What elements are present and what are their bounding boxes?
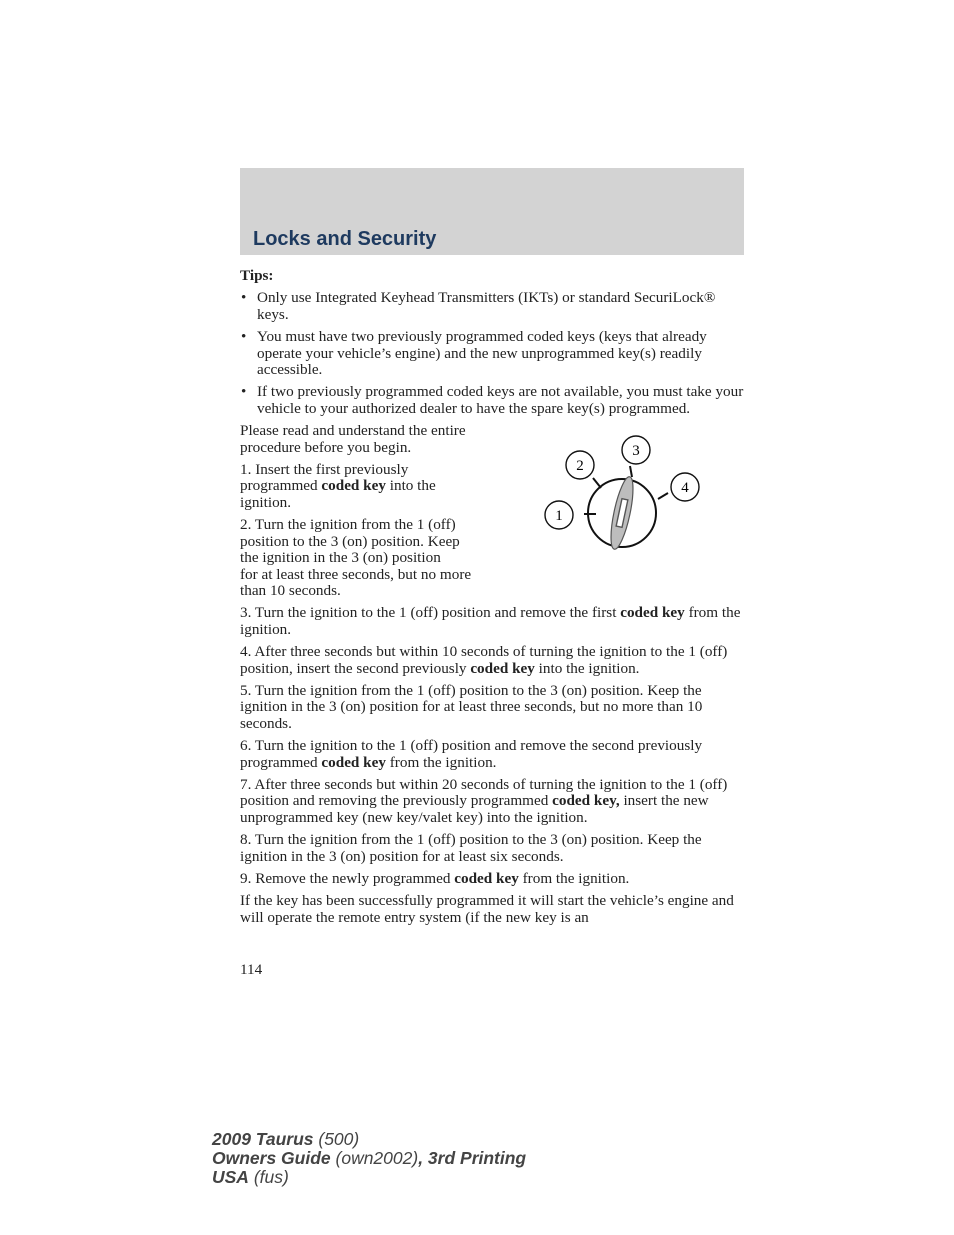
tips-list bbox=[240, 290, 744, 417]
procedure-with-diagram bbox=[240, 423, 744, 599]
step-7: 7. After three seconds but within 20 seconds of turning the ignition to the 1 (off) position and removing the previously programmed coded key, insert the new unprogrammed key (new key/valet key) into the ignition. bbox=[240, 775, 728, 826]
footer-line-1: 2009 Taurus (500) bbox=[212, 1129, 360, 1149]
document-footer bbox=[212, 1130, 526, 1187]
step-3: 3. Turn the ignition to the 1 (off) position and remove the first coded key from the ignition. bbox=[240, 604, 741, 638]
position-4-label: 4 bbox=[681, 480, 689, 497]
step-4: 4. After three seconds but within 10 seconds of turning the ignition to the 1 (off) position, insert the second previously coded key into the ignition. bbox=[240, 643, 728, 677]
step-2: 2. Turn the ignition from the 1 (off) position to the 3 (on) position. Keep the ignition in the 3 (on) position for at least three seconds, but no more than 10 seconds. bbox=[240, 516, 472, 599]
position-4-marker bbox=[671, 473, 699, 501]
footer-line-3: USA (fus) bbox=[212, 1167, 289, 1187]
page-content bbox=[240, 268, 744, 932]
position-2-label: 2 bbox=[576, 458, 584, 475]
step-8: 8. Turn the ignition from the 1 (off) position to the 3 (on) position. Keep the ignition in the 3 (on) position for at least six seconds. bbox=[240, 831, 702, 865]
step-5: 5. Turn the ignition from the 1 (off) position to the 3 (on) position. Keep the ignition in the 3 (on) position for at least three seconds, but no more than 10 seconds. bbox=[240, 681, 703, 732]
tip-item: • If two previously programmed coded keys are not available, you must take your vehicle to your authorized dealer to have the spare key(s) programmed. bbox=[240, 384, 744, 417]
section-header-band bbox=[240, 168, 744, 255]
tick-position-2 bbox=[593, 478, 601, 488]
tick-position-3 bbox=[630, 466, 632, 477]
step-9: 9. Remove the newly programmed coded key from the ignition. bbox=[240, 870, 630, 887]
position-3-label: 3 bbox=[632, 443, 640, 460]
tips-label: Tips: bbox=[240, 267, 274, 284]
ignition-cylinder bbox=[588, 475, 656, 551]
section-title: Locks and Security bbox=[253, 228, 437, 250]
tick-position-4 bbox=[658, 493, 668, 499]
position-3-marker bbox=[622, 436, 650, 464]
footer-line-2: Owners Guide (own2002), 3rd Printing bbox=[212, 1148, 527, 1168]
position-2-marker bbox=[566, 451, 594, 479]
step-1: 1. Insert the first previously programmed coded key into the ignition. bbox=[240, 461, 436, 511]
position-1-label: 1 bbox=[555, 508, 563, 525]
tip-item: • Only use Integrated Keyhead Transmitters (IKTs) or standard SecuriLock® keys. bbox=[240, 290, 744, 323]
page-number: 114 bbox=[240, 961, 263, 978]
tip-item: • You must have two previously programmed coded keys (keys that already operate your vehicle’s engine) and the new unprogrammed key(s) readily accessible. bbox=[240, 329, 744, 378]
closing-paragraph: If the key has been successfully programmed it will start the vehicle’s engine and will operate the remote entry system (if the new key is an bbox=[240, 892, 734, 926]
ignition-positions-diagram bbox=[482, 419, 744, 577]
position-1-marker bbox=[545, 501, 573, 529]
intro-paragraph: Please read and understand the entire procedure before you begin. bbox=[240, 422, 466, 456]
step-6: 6. Turn the ignition to the 1 (off) position and remove the second previously programmed coded key from the ignition. bbox=[240, 737, 703, 771]
